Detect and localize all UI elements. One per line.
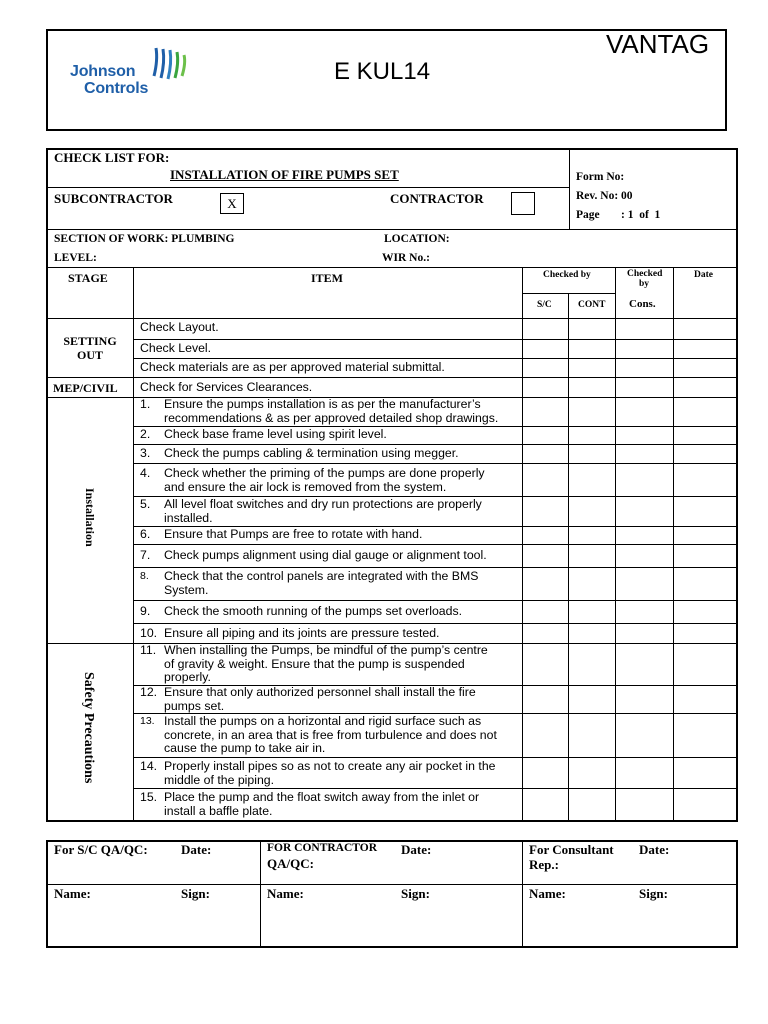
safety-item-13: [164, 715, 524, 756]
consultant-name-label: Name:: [529, 886, 566, 901]
divider: [134, 463, 737, 464]
stage-safety-precautions: Safety Precautions: [81, 672, 96, 784]
item-line: Check whether the priming of the pumps are done properly: [164, 466, 485, 480]
divider: [134, 623, 737, 624]
col-stage: STAGE: [68, 271, 108, 285]
item-line: Check base frame level using spirit level.: [164, 427, 387, 441]
installation-item-8: [164, 570, 524, 597]
col-checked-by: Checked by: [543, 270, 591, 280]
installation-item-9: [164, 605, 524, 619]
page-value: : 1 of 1: [621, 209, 661, 221]
col-item: ITEM: [311, 271, 344, 285]
item-line: middle of the piping.: [164, 772, 275, 787]
divider: [134, 444, 737, 445]
sc-date-label: Date:: [181, 842, 212, 857]
item-number: 6.: [140, 527, 151, 541]
divider: [522, 841, 523, 947]
col-checked-by-cons: [627, 269, 661, 289]
item-line: of gravity & weight. Ensure that the pump is suspended: [164, 656, 465, 671]
stage-setting-out: [60, 334, 120, 362]
stage-setting-line2: OUT: [76, 348, 103, 362]
divider: [47, 229, 737, 230]
item-number: 12.: [140, 685, 158, 699]
item-line: recommendations & as per approved detailed shop drawings.: [164, 410, 499, 425]
setting-item-3: Check materials are as per approved material submittal.: [140, 360, 445, 374]
col-checked-line2: by: [638, 279, 650, 289]
divider: [47, 318, 737, 319]
item-number: 14.: [140, 759, 158, 773]
item-number: 8.: [140, 570, 149, 582]
item-line: properly.: [164, 670, 211, 684]
item-number: 1.: [140, 397, 151, 411]
checklist-label: CHECK LIST FOR:: [54, 150, 170, 165]
consultant-line1: For Consultant: [529, 842, 614, 857]
subcontractor-label: SUBCONTRACTOR: [54, 191, 173, 206]
rev-no-label: Rev. No: 00: [576, 190, 633, 202]
contractor-qaqc-line1: FOR CONTRACTOR: [267, 842, 378, 854]
corner-label: VANTAG: [606, 29, 710, 59]
contractor-qaqc-line2: QA/QC:: [267, 856, 314, 871]
consultant-line2: Rep.:: [529, 857, 559, 872]
page-label: Page: [576, 209, 600, 221]
divider: [134, 544, 737, 545]
item-number: 10.: [140, 626, 158, 640]
item-number: 15.: [140, 790, 158, 804]
item-number: 5.: [140, 497, 151, 511]
contractor-sign-label: Sign:: [401, 886, 430, 901]
item-number: 11.: [140, 643, 157, 657]
item-number: 4.: [140, 466, 151, 480]
item-line: pumps set.: [164, 698, 225, 713]
col-cons: Cons.: [629, 298, 656, 310]
installation-item-6: [164, 528, 524, 542]
sc-qaqc-label: For S/C QA/QC:: [54, 842, 148, 857]
col-date: Date: [694, 270, 713, 280]
divider: [134, 567, 737, 568]
divider: [47, 187, 569, 188]
installation-item-5: [164, 498, 524, 525]
installation-item-7: [164, 549, 524, 563]
item-number: 3.: [140, 446, 151, 460]
sc-sign-label: Sign:: [181, 886, 210, 901]
document-code: E KUL14: [334, 58, 431, 85]
installation-item-4: [164, 467, 524, 494]
checklist-title: INSTALLATION OF FIRE PUMPS SET: [170, 167, 399, 182]
divider: [134, 600, 737, 601]
item-line: install a baffle plate.: [164, 803, 273, 818]
contractor-checkbox[interactable]: [511, 192, 535, 215]
logo-waves-icon: [150, 46, 192, 82]
col-sc: S/C: [537, 300, 552, 310]
item-line: Check pumps alignment using dial gauge or alignment tool.: [164, 548, 487, 562]
mep-item: Check for Services Clearances.: [140, 380, 313, 394]
installation-item-1: [164, 398, 524, 425]
location-label: LOCATION:: [384, 233, 450, 245]
item-line: Ensure that Pumps are free to rotate with hand.: [164, 527, 423, 541]
divider: [47, 884, 737, 885]
item-number: 2.: [140, 427, 151, 441]
divider: [522, 293, 615, 294]
item-line: cause the pump to take air in.: [164, 741, 326, 755]
safety-item-15: [164, 791, 524, 818]
item-number: 13.: [140, 715, 155, 727]
item-line: Place the pump and the float switch away from the inlet or: [164, 790, 480, 804]
consultant-sign-label: Sign:: [639, 886, 668, 901]
stage-mep-civil: MEP/CIVIL: [53, 381, 118, 395]
item-line: Check the pumps cabling & termination using megger.: [164, 446, 459, 460]
item-line: Ensure all piping and its joints are pressure tested.: [164, 626, 440, 640]
wir-label: WIR No.:: [382, 252, 430, 264]
contractor-label: CONTRACTOR: [390, 191, 484, 206]
safety-item-12: [164, 686, 524, 713]
item-line: Ensure the pumps installation is as per the manufacturer’s: [164, 397, 481, 411]
divider: [47, 377, 737, 378]
signoff-table: [46, 840, 738, 948]
item-line: Check that the control panels are integrated with the BMS: [164, 569, 479, 583]
item-line: and ensure the air lock is removed from the system.: [164, 479, 447, 494]
installation-item-10: [164, 627, 524, 641]
johnson-controls-logo: [70, 46, 200, 100]
col-checked-line1: Checked: [627, 269, 663, 279]
setting-item-1: Check Layout.: [140, 320, 219, 334]
form-no-label: Form No:: [576, 171, 625, 183]
logo-text-line1: Johnson: [70, 63, 136, 80]
item-line: Ensure that only authorized personnel shall install the fire: [164, 685, 476, 699]
contractor-date-label: Date:: [401, 842, 432, 857]
divider: [134, 358, 737, 359]
item-line: Properly install pipes so as not to create any air pocket in the: [164, 759, 496, 773]
item-line: When installing the Pumps, be mindful of the pump’s centre: [164, 643, 488, 657]
subcontractor-checkbox[interactable]: X: [220, 193, 244, 214]
consultant-date-label: Date:: [639, 842, 670, 857]
item-number: 7.: [140, 548, 151, 562]
stage-installation: Installation: [83, 488, 97, 547]
divider: [569, 149, 570, 230]
item-line: Install the pumps on a horizontal and rigid surface such as: [164, 714, 482, 728]
item-line: System.: [164, 582, 209, 597]
section-of-work: SECTION OF WORK: PLUMBING: [54, 233, 235, 245]
logo-text-line2: Controls: [84, 80, 149, 97]
divider: [260, 841, 261, 947]
stage-setting-line1: SETTING: [63, 334, 117, 348]
item-line: concrete, in an area that is free from turbulence and does not: [164, 727, 497, 742]
installation-item-3: [164, 447, 524, 461]
divider: [568, 293, 569, 821]
item-line: installed.: [164, 510, 213, 525]
divider: [47, 267, 737, 268]
col-cont: CONT: [578, 300, 606, 310]
divider: [134, 757, 737, 758]
safety-item-11: [164, 644, 524, 685]
divider: [134, 788, 737, 789]
divider: [134, 339, 737, 340]
sc-name-label: Name:: [54, 886, 91, 901]
item-number: 9.: [140, 604, 151, 618]
installation-item-2: [164, 428, 524, 442]
level-label: LEVEL:: [54, 252, 97, 264]
contractor-name-label: Name:: [267, 886, 304, 901]
safety-item-14: [164, 760, 524, 787]
item-line: All level float switches and dry run protections are properly: [164, 497, 482, 511]
item-line: Check the smooth running of the pumps set overloads.: [164, 604, 463, 618]
setting-item-2: Check Level.: [140, 341, 212, 355]
